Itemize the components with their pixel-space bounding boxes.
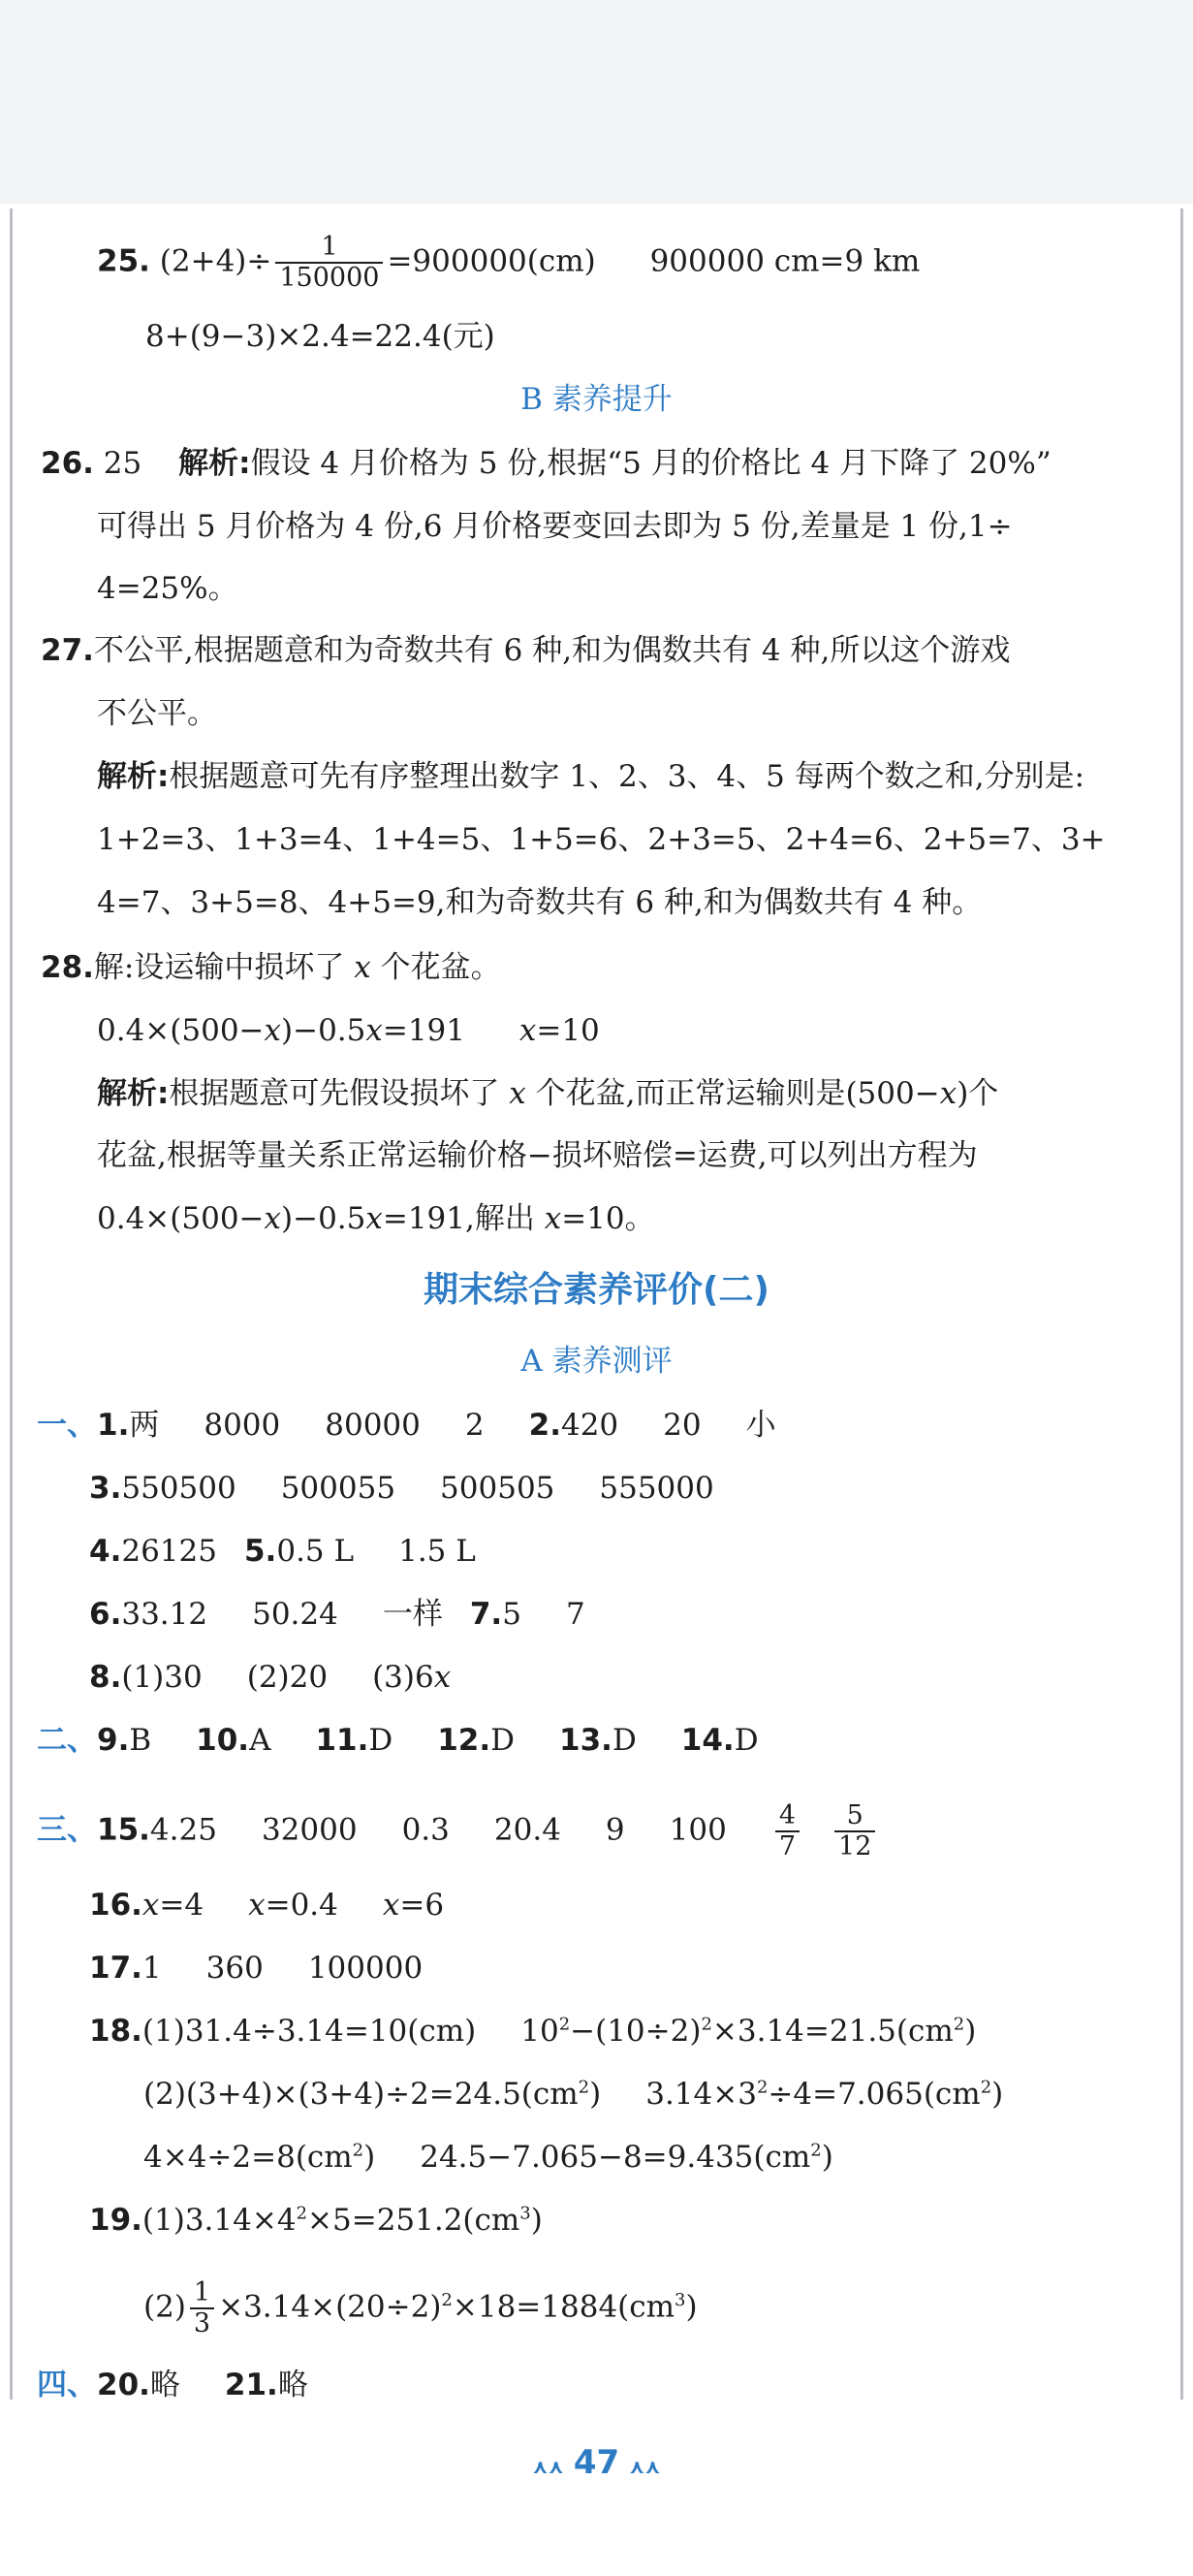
answer: 500055 — [280, 1471, 396, 1506]
answer: 0.3 — [401, 1812, 450, 1848]
q27-line5: 4=7、3+5=8、4+5=9,和为奇数共有 6 种,和为偶数共有 4 种。 — [97, 885, 983, 920]
q28-text: 个花盆。 — [370, 950, 501, 985]
q18-eq: 24.5−7.065−8=9.435(cm — [420, 2140, 811, 2175]
part4-line — [37, 2366, 1193, 2404]
q28-eq: =191 — [382, 1013, 466, 1048]
item-number: 11. — [315, 1723, 369, 1758]
answer: =6 — [399, 1888, 445, 1923]
part1-line3 — [89, 1469, 1193, 1508]
item-number: 18. — [89, 2014, 142, 2049]
q19-eq: ) — [685, 2289, 698, 2325]
answer: D — [612, 1723, 637, 1758]
q28-line4: 花盆,根据等量关系正常运输价格−损坏赔偿=运费,可以列出方程为 — [97, 1138, 978, 1173]
answer: 4.25 — [149, 1812, 217, 1848]
q18-eq: ×3.14=21.5(cm — [711, 2014, 954, 2049]
part1-line8 — [89, 1658, 1193, 1697]
q28-text: )个 — [957, 1076, 999, 1111]
q27-line3 — [97, 757, 1193, 796]
fraction-1-3 — [190, 2278, 214, 2338]
item-number: 17. — [89, 1951, 142, 1986]
answer: 33.12 — [121, 1597, 208, 1632]
item-number: 3. — [89, 1471, 122, 1506]
section-a-heading: A 素养测评 — [520, 1344, 673, 1379]
item-number: 10. — [196, 1723, 250, 1758]
frac-numerator: 1 — [190, 2278, 214, 2309]
var-x: x — [264, 1201, 281, 1236]
superscript: 2 — [558, 2014, 571, 2035]
answer: 两 — [129, 1408, 160, 1443]
q18-eq: 3.14×3 — [645, 2077, 757, 2112]
part1-line1 — [37, 1406, 1193, 1445]
var-x: x — [248, 1888, 266, 1923]
frac-numerator: 4 — [775, 1801, 800, 1832]
answer: =0.4 — [265, 1888, 338, 1923]
var-x: x — [939, 1076, 958, 1111]
answer: 550500 — [121, 1471, 236, 1506]
part2-line — [37, 1721, 1193, 1760]
answer: (3)6 — [372, 1660, 434, 1695]
answer: 555000 — [599, 1471, 714, 1506]
q25-expr-pre: (2+4)÷ — [159, 243, 272, 279]
answer: 略 — [277, 2368, 308, 2402]
q27-answer-text1: 不公平,根据题意和为奇数共有 6 种,和为偶数共有 4 种,所以这个游戏 — [93, 633, 1011, 668]
var-x: x — [354, 950, 371, 985]
exam-title: 期末综合素养评价(二) — [424, 1270, 769, 1310]
answer: 9 — [605, 1812, 625, 1848]
q28-line2 — [97, 1011, 1193, 1050]
item-number: 4. — [89, 1534, 122, 1569]
answer: 1 — [141, 1951, 162, 1986]
item-number: 12. — [437, 1723, 491, 1758]
ornament-right-icon: ⋏⋏ — [629, 2455, 661, 2478]
answer: 20.4 — [493, 1812, 561, 1848]
item-number: 14. — [680, 1723, 735, 1758]
q18-eq: ) — [964, 2014, 977, 2049]
answer: 1.5 L — [398, 1534, 476, 1569]
answer: 100000 — [307, 1951, 424, 1986]
q28-line5 — [97, 1199, 1193, 1238]
q25-conversion: 900000 cm=9 km — [649, 243, 921, 279]
q28-line3 — [97, 1074, 1193, 1113]
q27-line4: 1+2=3、1+3=4、1+4=5、1+5=6、2+3=5、2+4=6、2+5=7、3+ — [97, 822, 1106, 857]
answer: 500505 — [440, 1471, 555, 1506]
q27-analysis-label: 解析: — [97, 759, 170, 794]
q28-eq: )−0.5 — [281, 1013, 366, 1048]
q26-answer: 25 — [103, 446, 142, 481]
q26-line3: 4=25%。 — [97, 571, 238, 606]
q25-number: 25. — [97, 243, 150, 279]
var-x: x — [509, 1076, 526, 1111]
item-number: 9. — [97, 1723, 130, 1758]
fraction-4-7 — [775, 1801, 800, 1861]
q19-eq: ×3.14×(20÷2) — [218, 2289, 442, 2325]
page-number-text: 47 — [573, 2443, 620, 2482]
item-number: 1. — [97, 1408, 130, 1443]
superscript: 2 — [578, 2077, 590, 2098]
item-number: 15. — [97, 1812, 150, 1848]
item-number: 5. — [243, 1534, 277, 1569]
q18-eq: ÷4=7.065(cm — [768, 2077, 981, 2112]
answer: 100 — [669, 1812, 727, 1848]
q18-eq: ) — [589, 2077, 602, 2112]
q27-line1 — [41, 631, 1193, 670]
part3-label: 三、 — [37, 1812, 97, 1848]
answer: 50.24 — [252, 1597, 338, 1632]
q25-expr-post: =900000(cm) — [387, 243, 596, 279]
superscript: 3 — [519, 2203, 531, 2224]
answer: D — [490, 1723, 516, 1758]
answer: B — [129, 1723, 152, 1758]
q25-frac-denominator: 150000 — [279, 263, 380, 293]
item-number: 20. — [97, 2368, 150, 2402]
var-x: x — [518, 1013, 537, 1048]
part1-line6 — [89, 1595, 1193, 1634]
frac-denominator: 3 — [193, 2308, 211, 2338]
q18-line1 — [89, 2012, 1193, 2051]
q25-line1 — [97, 233, 1193, 293]
top-band — [0, 0, 1193, 204]
superscript: 2 — [352, 2140, 364, 2161]
q27-line2: 不公平。 — [97, 696, 217, 731]
q27-analysis-text1: 根据题意可先有序整理出数字 1、2、3、4、5 每两个数之和,分别是: — [169, 759, 1085, 794]
var-x: x — [264, 1013, 281, 1048]
answer: 小 — [745, 1408, 776, 1443]
answer: 20 — [663, 1408, 702, 1443]
answer: D — [368, 1723, 393, 1758]
item-number: 7. — [469, 1597, 503, 1632]
answer: 360 — [205, 1951, 264, 1986]
item-number: 2. — [528, 1408, 561, 1443]
q28-eq: =191,解出 — [382, 1201, 545, 1236]
q28-eq: =10。 — [561, 1201, 655, 1236]
item-number: 21. — [224, 2368, 278, 2402]
frac-denominator: 12 — [838, 1831, 872, 1861]
q25-frac-numerator: 1 — [275, 233, 383, 264]
q18-eq: ) — [821, 2140, 833, 2175]
answer: 26125 — [121, 1534, 217, 1569]
answer: 一样 — [382, 1597, 443, 1632]
var-x: x — [365, 1013, 383, 1048]
frac-denominator: 7 — [778, 1831, 797, 1861]
answer: 80000 — [325, 1408, 421, 1443]
answer: 2 — [464, 1408, 485, 1443]
superscript: 2 — [441, 2290, 453, 2311]
q26-analysis-text1: 假设 4 月价格为 5 份,根据“5 月的价格比 4 月下降了 20%” — [250, 446, 1052, 481]
var-x: x — [544, 1201, 562, 1236]
q19-eq: ×18=1884(cm — [452, 2289, 675, 2325]
q28-solution: =10 — [536, 1013, 600, 1048]
answer: D — [734, 1723, 759, 1758]
answer: 420 — [560, 1408, 619, 1443]
part1-label: 一、 — [37, 1408, 97, 1443]
superscript: 2 — [980, 2077, 992, 2098]
q18-eq: −(10÷2) — [570, 2014, 702, 2049]
q28-eq: )−0.5 — [281, 1201, 366, 1236]
q18-eq: 4×4÷2=8(cm — [143, 2140, 353, 2175]
superscript: 2 — [296, 2203, 308, 2224]
q26-analysis-label: 解析: — [178, 446, 251, 481]
q25-line2: 8+(9−3)×2.4=22.4(元) — [145, 319, 495, 354]
q27-number: 27. — [41, 633, 94, 668]
section-b-heading: B 素养提升 — [520, 382, 673, 417]
answer: (1)30 — [121, 1660, 203, 1695]
var-x: x — [382, 1888, 400, 1923]
q18-eq: (1)31.4÷3.14=10(cm) — [141, 2014, 477, 2049]
q28-analysis-label: 解析: — [97, 1076, 170, 1111]
answer: 7 — [565, 1597, 585, 1632]
q18-eq: ) — [991, 2077, 1004, 2112]
var-x: x — [433, 1660, 452, 1695]
superscript: 2 — [701, 2014, 712, 2035]
superscript: 2 — [810, 2140, 822, 2161]
part3-line17 — [89, 1949, 1193, 1988]
answer: 0.5 L — [276, 1534, 355, 1569]
superscript: 2 — [953, 2014, 965, 2035]
ornament-left-icon: ⋏⋏ — [532, 2455, 564, 2478]
q18-eq: (2)(3+4)×(3+4)÷2=24.5(cm — [143, 2077, 579, 2112]
page-number — [0, 2443, 1193, 2482]
part3-line16 — [89, 1886, 1193, 1924]
item-number: 8. — [89, 1660, 122, 1695]
q19-eq: (2) — [143, 2289, 186, 2325]
q19-eq: ×5=251.2(cm — [307, 2203, 520, 2238]
answer: 5 — [502, 1597, 521, 1632]
q18-eq: ) — [363, 2140, 376, 2175]
item-number: 19. — [89, 2203, 142, 2238]
q26-line1 — [41, 444, 1193, 483]
q28-text: 个花盆,而正常运输则是(500− — [525, 1076, 940, 1111]
answer: 略 — [149, 2368, 180, 2402]
frac-numerator: 5 — [834, 1801, 875, 1832]
answer: A — [249, 1723, 271, 1758]
q28-text: 根据题意可先假设损坏了 — [169, 1076, 510, 1111]
part1-line4 — [89, 1532, 1193, 1571]
q18-eq: 10 — [520, 2014, 559, 2049]
q18-line2 — [143, 2075, 1193, 2114]
superscript: 2 — [756, 2077, 769, 2098]
superscript: 3 — [675, 2290, 686, 2311]
var-x: x — [365, 1201, 383, 1236]
q19-eq: (1)3.14×4 — [141, 2203, 297, 2238]
item-number: 13. — [559, 1723, 612, 1758]
fraction-5-12 — [834, 1801, 875, 1861]
q25-fraction — [275, 233, 383, 293]
answer: (2)20 — [246, 1660, 329, 1695]
q28-eq: 0.4×(500− — [97, 1013, 265, 1048]
q18-line3 — [143, 2138, 1193, 2177]
answer: 32000 — [261, 1812, 358, 1848]
part2-label: 二、 — [37, 1723, 97, 1758]
q19-line1 — [89, 2201, 1193, 2240]
item-number: 16. — [89, 1888, 142, 1923]
q28-text: 解:设运输中损坏了 — [93, 950, 355, 985]
q19-line2 — [143, 2278, 1193, 2338]
q19-eq: ) — [530, 2203, 543, 2238]
answer: 8000 — [204, 1408, 281, 1443]
q28-line1 — [41, 948, 1193, 987]
part4-label: 四、 — [37, 2368, 97, 2402]
q28-number: 28. — [41, 950, 94, 985]
answer: =4 — [159, 1888, 204, 1923]
q26-line2: 可得出 5 月价格为 4 份,6 月价格要变回去即为 5 份,差量是 1 份,1÷ — [97, 509, 1013, 544]
item-number: 6. — [89, 1597, 122, 1632]
var-x: x — [141, 1888, 160, 1923]
q28-eq: 0.4×(500− — [97, 1201, 265, 1236]
part3-line15 — [37, 1801, 1193, 1861]
q26-number: 26. — [41, 446, 94, 481]
